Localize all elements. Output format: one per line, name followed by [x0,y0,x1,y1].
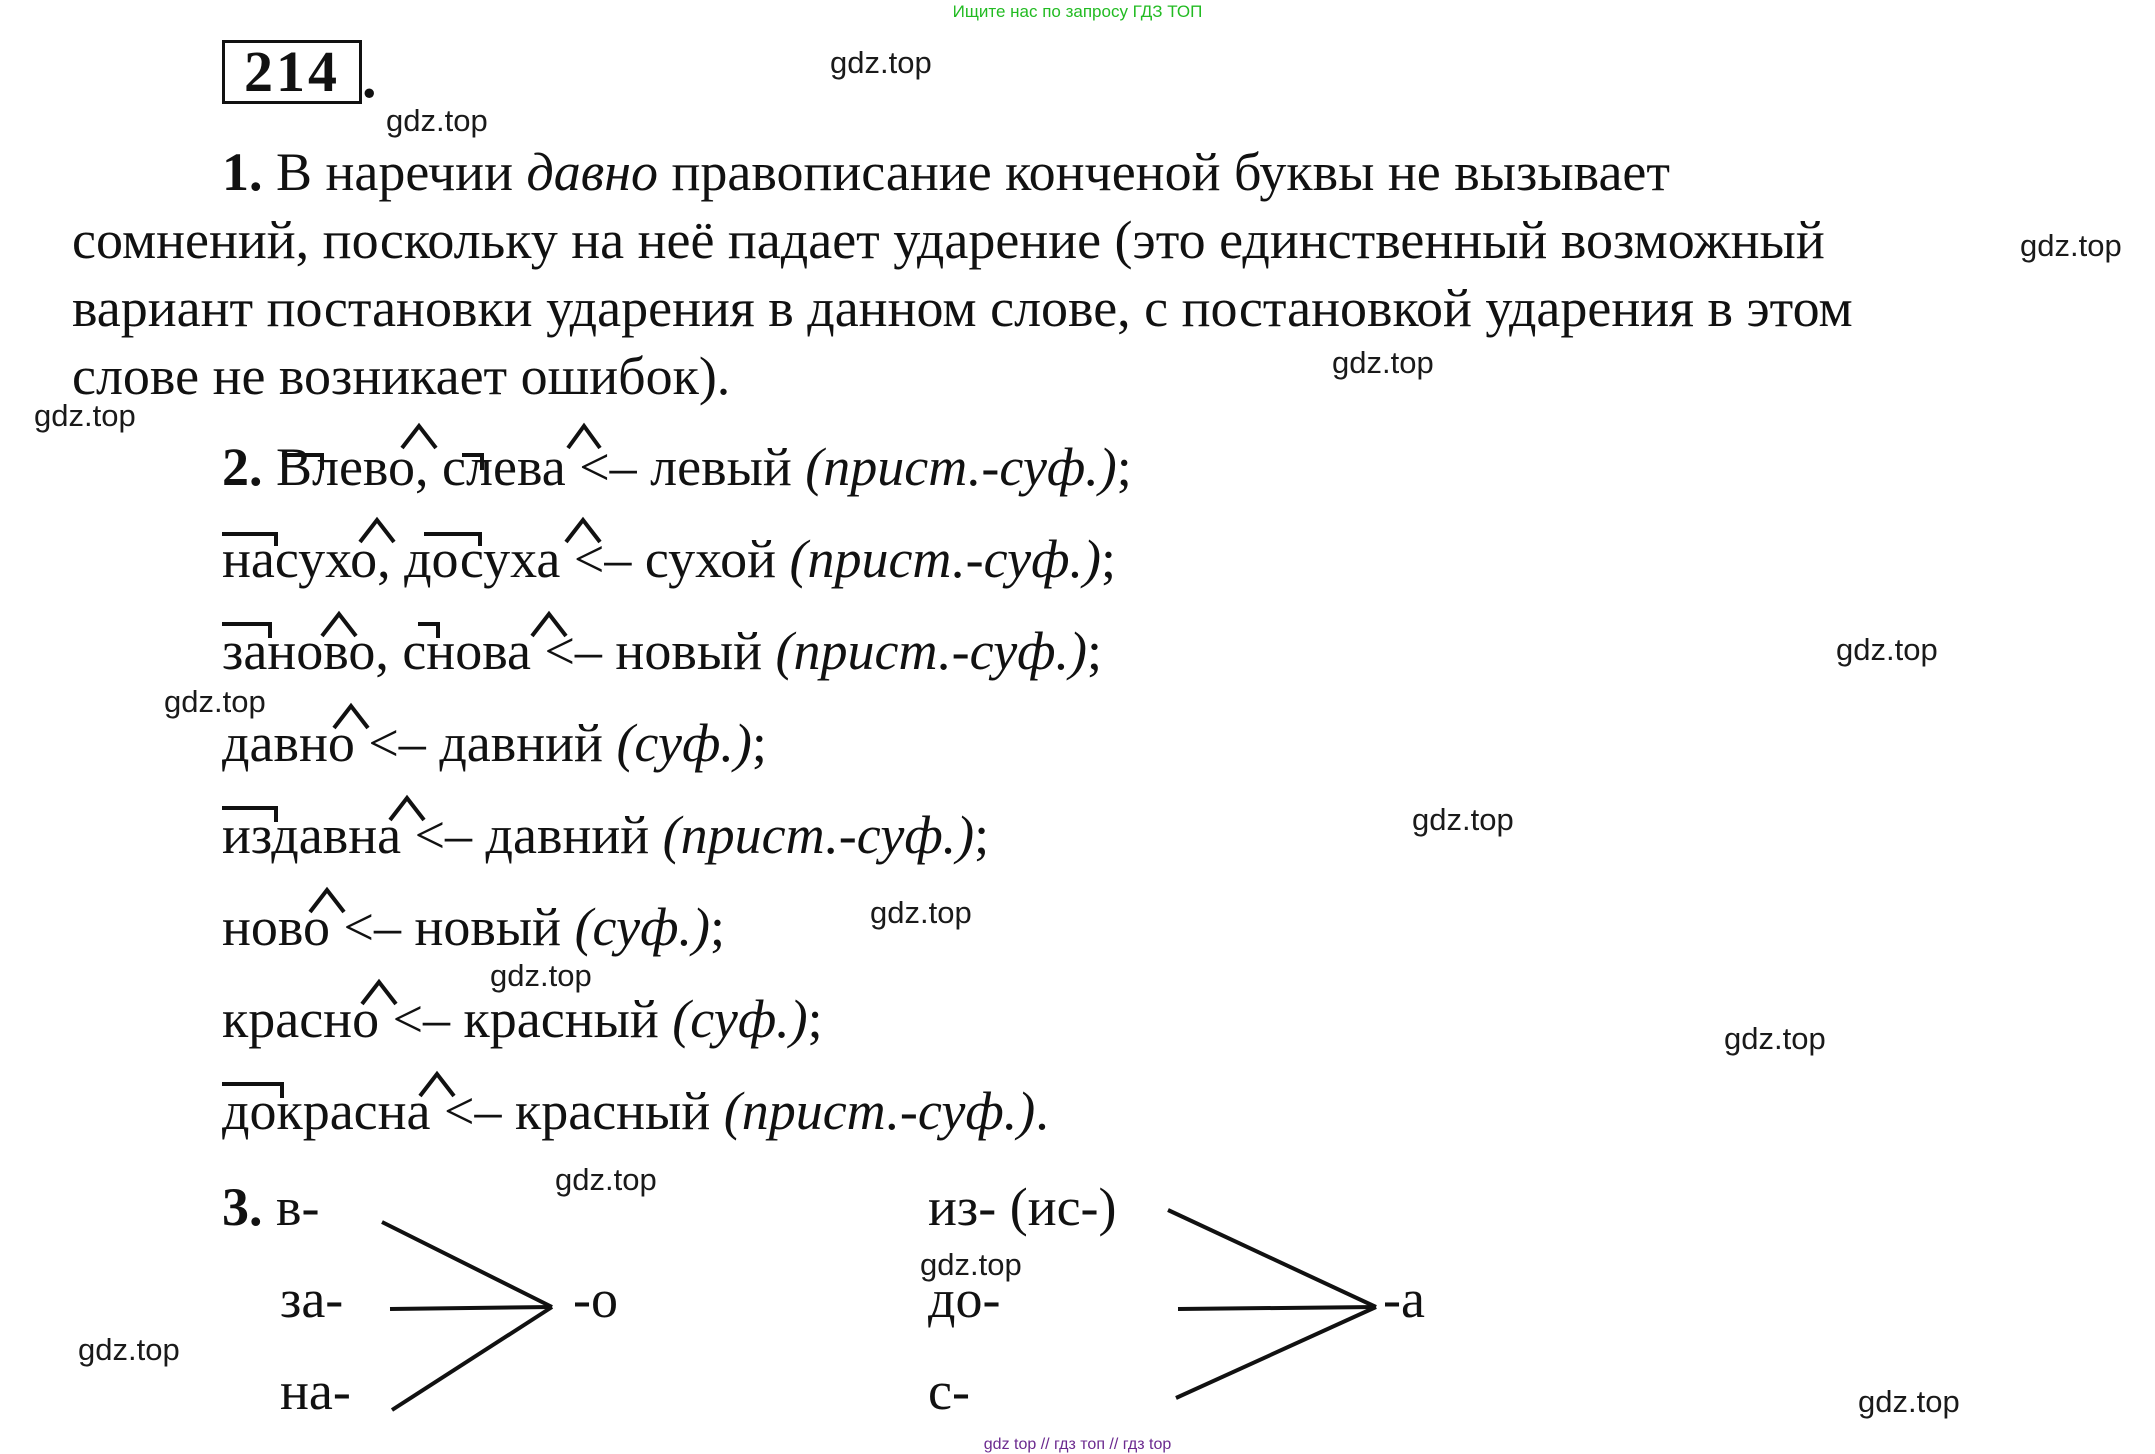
prefix-bracket [222,1084,282,1098]
part3-left-prefix-3: на- [280,1361,351,1421]
part3-number: 3. [222,1177,263,1237]
watermark: gdz.top [490,958,592,993]
suffix-caret [532,614,566,636]
row-words: ново [222,897,331,957]
prefix-bracket [282,455,322,470]
watermark: gdz.top [1724,1021,1826,1056]
row-end: ; [1116,437,1132,497]
row-type: (суф.) [616,713,752,773]
row-base-word: давний [485,805,650,865]
part1-line4: слове не возникает ошибок). [72,346,731,406]
watermark: gdz.top [78,1332,180,1367]
row-end: ; [751,713,767,773]
suffix-caret [566,520,600,542]
row-end: ; [709,897,725,957]
watermark: gdz.top [34,398,136,433]
exercise-number-dot: . [362,45,377,110]
part3-right-prefix-3: с- [928,1361,970,1421]
row-arrow: <– [401,805,486,865]
bottom-banner: gdz top // гдз топ // гдз top [983,1436,1172,1453]
row-type: (суф.) [672,989,808,1049]
prefix-bracket [222,624,270,638]
watermark: gdz.top [2020,228,2122,263]
connector-line [1178,1307,1376,1309]
row-end: ; [1100,529,1116,589]
part3-right-suffix: -а [1383,1269,1425,1329]
row-end: ; [1086,621,1102,681]
row-base-word: давний [439,713,603,773]
row-arrow: <– [379,989,464,1049]
row-base-word: красный [514,1081,711,1141]
prefix-label: в- [276,1177,320,1237]
row-base-word: красный [463,989,659,1049]
suffix-caret [334,706,368,728]
row-arrow: <– [530,621,616,681]
row-arrow: <– [560,529,645,589]
top-banner: Ищите нас по запросу ГДЗ ТОП [952,2,1203,21]
row-words: издавна [222,805,402,865]
suffix-caret [402,426,436,448]
row-base-word: новый [414,897,562,957]
prefix-bracket [462,455,482,470]
part1-number: 1. [222,142,263,202]
row-end: ; [974,805,990,865]
row-words: давно [222,713,355,773]
watermark: gdz.top [1836,632,1938,667]
row-end: ; [807,989,823,1049]
part1-line2: сомнений, поскольку на неё падает ударение (это единственный возможный [72,210,1825,270]
row-type: (суф.) [574,897,710,957]
watermark: gdz.top [870,895,972,930]
watermark: gdz.top [386,103,488,138]
row-words: красно [222,989,380,1049]
prefix-bracket [222,808,276,822]
part3-right-prefix-1: из- (ис-) [928,1177,1117,1237]
connector-line [392,1307,552,1410]
row-type: (прист.-суф.) [723,1081,1036,1141]
row-base-word: сухой [644,529,776,589]
part1-text-a: В наречии [276,142,527,202]
watermark: gdz.top [1332,345,1434,380]
watermark: gdz.top [164,684,266,719]
row-end: . [1035,1081,1049,1141]
part3-right-prefix-2: до- [928,1269,1001,1329]
watermark: gdz.top [920,1247,1022,1282]
connector-line [390,1307,552,1309]
connector-line [382,1222,552,1307]
row-base-word: новый [615,621,762,681]
watermark: gdz.top [830,45,932,80]
connector-line [1176,1307,1376,1398]
row-arrow: <– [330,897,415,957]
row-words: заново, снова [222,621,531,681]
part1-word-italic: давно [526,142,659,202]
row-base-word: левый [650,437,792,497]
part3-left-suffix: -о [573,1269,618,1329]
suffix-caret [322,614,356,636]
prefix-bracket [424,534,480,546]
row-arrow: <– [430,1081,515,1141]
watermark: gdz.top [1412,802,1514,837]
row-type: (прист.-суф.) [789,529,1101,589]
row-words: Влево, слева [276,437,566,497]
part2-number: 2. [222,437,263,497]
row-words: докрасна [222,1081,431,1141]
part1-text-c: правописание конченой буквы не вызывает [658,142,1670,202]
exercise-number: 214 [222,40,362,104]
prefix-bracket [222,534,276,546]
row-type: (прист.-суф.) [775,621,1087,681]
row-arrow: <– [354,713,440,773]
part1-line3: вариант постановки ударения в данном слове, с постановкой ударения в этом [72,278,1853,338]
watermark: gdz.top [1858,1384,1960,1419]
suffix-caret [362,982,396,1004]
suffix-caret [420,1074,454,1096]
part3-left-prefix-2: за- [280,1269,344,1329]
suffix-caret [568,426,600,448]
row-words: насухо, досуха [222,529,561,589]
row-arrow: <– [565,437,651,497]
connector-line [1168,1210,1376,1307]
suffix-caret [310,890,344,912]
row-type: (прист.-суф.) [805,437,1117,497]
suffix-caret [390,798,424,820]
prefix-bracket [418,624,438,638]
row-type: (прист.-суф.) [662,805,975,865]
suffix-caret [360,520,394,542]
watermark: gdz.top [555,1162,657,1197]
